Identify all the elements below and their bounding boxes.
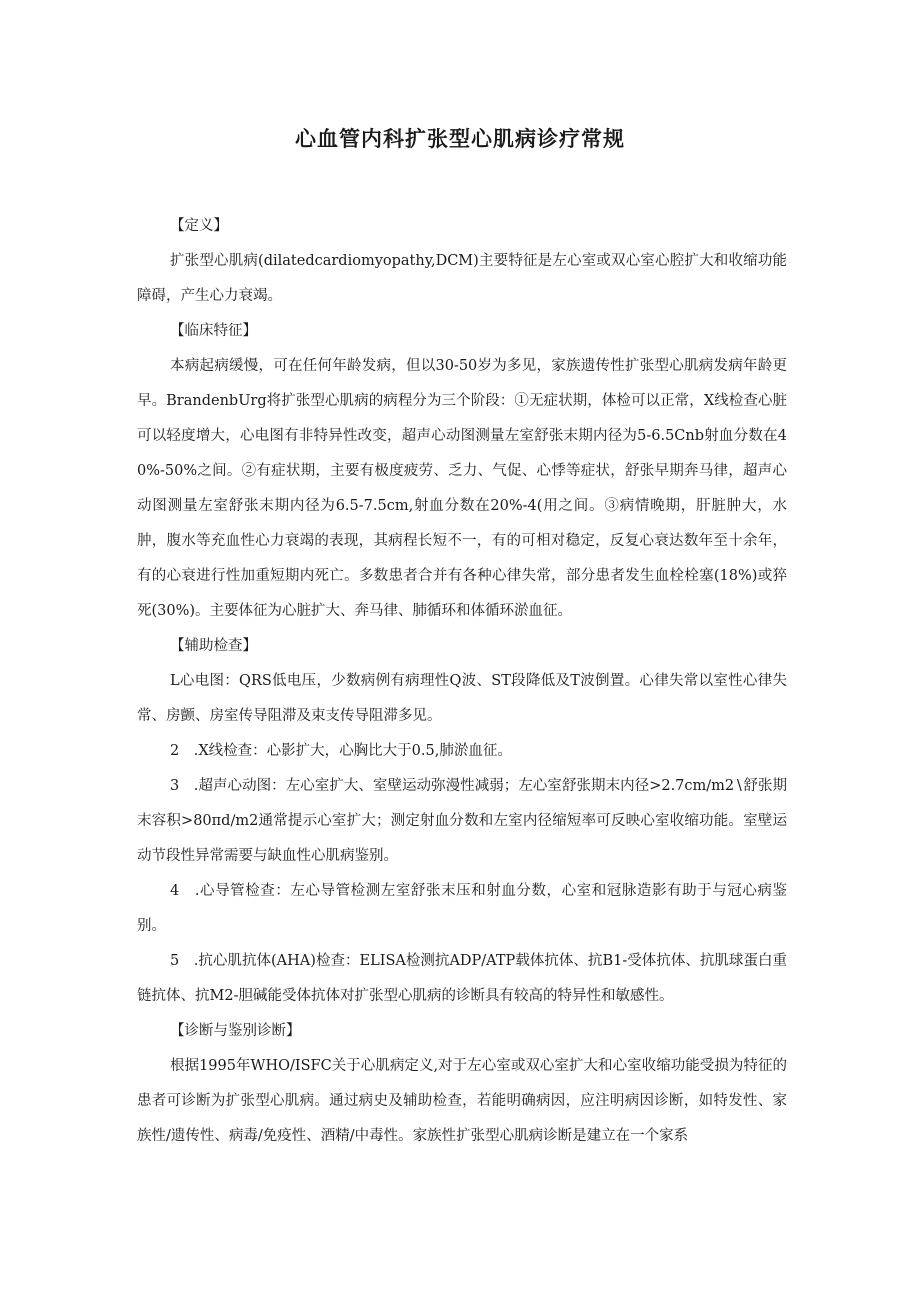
paragraph-clinical: 本病起病缓慢，可在任何年龄发病，但以30-50岁为多见，家族遗传性扩张型心肌病发病年龄更早。BrandenbUrg将扩张型心肌病的病程分为三个阶段：①无症状期，体检可以正常，X线检查心脏可以轻度增大，心电图有非特异性改变，超声心动图测量左室舒张末期内径为5-6.5Cnb射血分数在40%-50%之间。②有症状期，主要有极度疲劳、乏力、气促、心悸等症状，舒张早期奔马律，超声心动图测量左室舒张末期内径为6.5-7.5cm,射血分数在20%-4(用之间。③病情晚期，肝脏肿大，水肿，腹水等充血性心力衰竭的表现，其病程长短不一，有的可相对稳定，反复心衰达数年至十余年，有的心衰进行性加重短期内死亡。多数患者合并有各种心律失常，部分患者发生血栓栓塞(18%)或猝死(30%)。主要体征为心脏扩大、奔马律、肺循环和体循环淤血征。 xyxy=(137,358,787,619)
paragraph-definition: 扩张型心肌病(dilatedcardiomyopathy,DCM)主要特征是左心室或双心室心腔扩大和收缩功能障碍，产生心力衰竭。 xyxy=(137,253,787,304)
section-heading-auxiliary: 【辅助检查】 xyxy=(170,638,257,654)
paragraph-xray: 2 .X线检查：心影扩大，心胸比大于0.5,肺淤血征。 xyxy=(170,743,512,759)
document-title: 心血管内科扩张型心肌病诊疗常规 xyxy=(295,127,625,151)
section-heading-clinical: 【临床特征】 xyxy=(170,323,257,339)
document-body xyxy=(137,209,787,1154)
paragraph-echo: 3 .超声心动图：左心室扩大、室壁运动弥漫性减弱；左心室舒张期末内径>2.7cm∕m2∖舒张期末容积>80πd∕m2通常提示心室扩大；测定射血分数和左室内径缩短率可反映心室收缩功能。室壁运动节段性异常需要与缺血性心肌病鉴别。 xyxy=(137,778,787,864)
paragraph-antibody: 5 .抗心肌抗体(AHA)检查：ELISA检测抗ADP/ATP载体抗体、抗B1-受体抗体、抗肌球蛋白重链抗体、抗M2-胆碱能受体抗体对扩张型心肌病的诊断具有较高的特异性和敏感性。 xyxy=(137,953,787,1004)
section-heading-definition: 【定义】 xyxy=(170,218,228,234)
paragraph-catheter: 4 .心导管检查：左心导管检测左室舒张末压和射血分数，心室和冠脉造影有助于与冠心病鉴别。 xyxy=(137,883,787,934)
section-heading-diagnosis: 【诊断与鉴别诊断】 xyxy=(170,1023,301,1039)
paragraph-ecg: L心电图：QRS低电压，少数病例有病理性Q波、ST段降低及T波倒置。心律失常以室性心律失常、房颤、房室传导阻滞及束支传导阻滞多见。 xyxy=(137,673,787,724)
paragraph-diagnosis: 根据1995年WHO/ISFC关于心肌病定义,对于左心室或双心室扩大和心室收缩功能受损为特征的患者可诊断为扩张型心肌病。通过病史及辅助检查，若能明确病因，应注明病因诊断，如特发性、家族性/遗传性、病毒/免疫性、酒精/中毒性。家族性扩张型心肌病诊断是建立在一个家系 xyxy=(137,1058,787,1144)
